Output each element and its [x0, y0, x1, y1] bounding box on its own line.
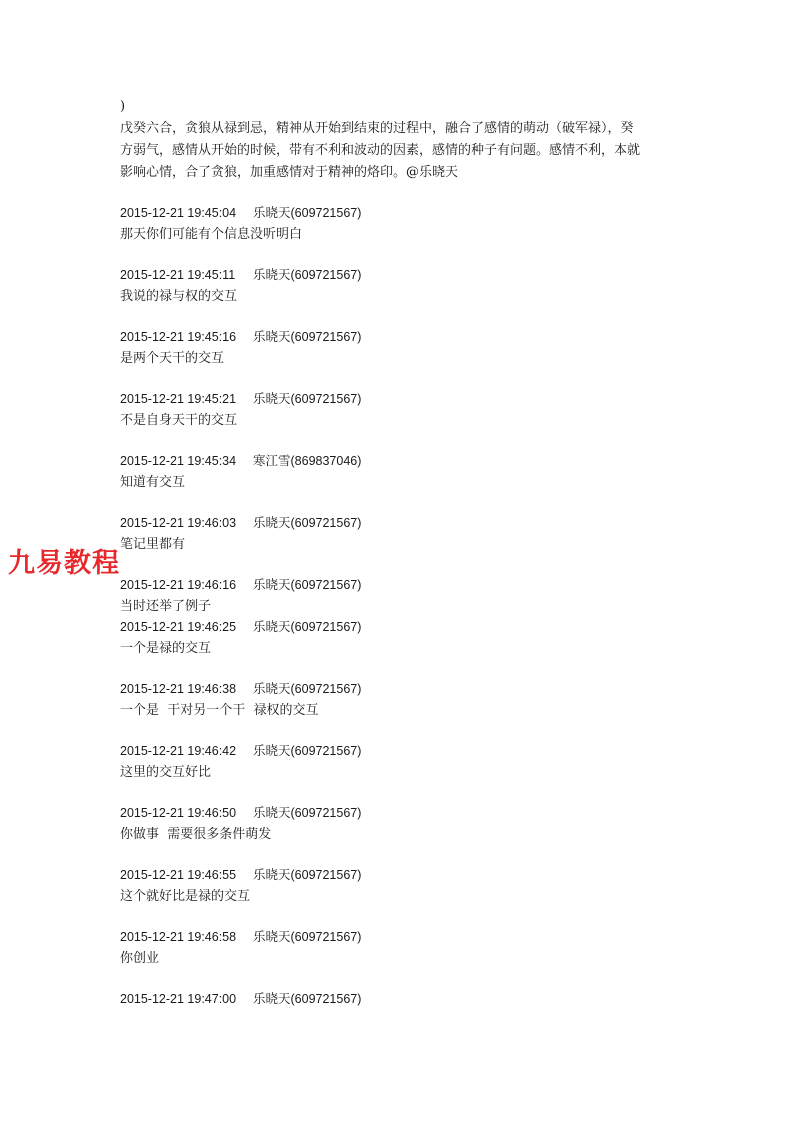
message-text: 是两个天干的交互: [120, 351, 225, 366]
intro-paragraph: [120, 96, 690, 184]
chat-message: [120, 513, 690, 555]
message-sender: 乐晓天(609721567): [253, 806, 362, 820]
message-text: 一个是禄的交互: [120, 641, 212, 656]
message-sender: 乐晓天(609721567): [253, 330, 362, 344]
chat-message: [120, 803, 690, 845]
chat-message: [120, 451, 690, 493]
intro-lead: ): [120, 99, 126, 114]
chat-message: [120, 989, 690, 1010]
message-meta: [120, 203, 690, 224]
message-meta: [120, 513, 690, 534]
message-meta: [120, 327, 690, 348]
message-time: 2015-12-21 19:46:25: [120, 620, 237, 634]
message-time: 2015-12-21 19:46:42: [120, 744, 237, 758]
message-meta: [120, 927, 690, 948]
message-sender: 乐晓天(609721567): [253, 268, 362, 282]
message-sender: 乐晓天(609721567): [253, 930, 362, 944]
message-meta: [120, 865, 690, 886]
message-time: 2015-12-21 19:45:21: [120, 392, 237, 406]
chat-message: [120, 927, 690, 969]
intro-line: 方弱气，感情从开始的时候，带有不利和波动的因素，感情的种子有问题。感情不利，本就: [120, 143, 641, 158]
chat-message: [120, 203, 690, 245]
intro-line: 戊癸六合，贪狼从禄到忌，精神从开始到结束的过程中，融合了感情的萌动（破军禄），癸: [120, 121, 634, 136]
message-text: 我说的禄与权的交互: [120, 289, 238, 304]
message-text: 当时还举了例子: [120, 599, 212, 614]
chat-message: [120, 679, 690, 721]
message-time: 2015-12-21 19:46:16: [120, 578, 237, 592]
message-meta: [120, 389, 690, 410]
message-text: 这个就好比是禄的交互: [120, 889, 251, 904]
message-meta: [120, 741, 690, 762]
message-text: 一个是 干对另一个干 禄权的交互: [120, 703, 319, 718]
chat-message: [120, 265, 690, 307]
message-sender: 乐晓天(609721567): [253, 392, 362, 406]
message-text: 那天你们可能有个信息没听明白: [120, 227, 303, 242]
message-text: 你做事 需要很多条件萌发: [120, 827, 272, 842]
message-sender: 乐晓天(609721567): [253, 206, 362, 220]
message-time: 2015-12-21 19:46:58: [120, 930, 237, 944]
message-text: 这里的交互好比: [120, 765, 212, 780]
message-sender: 乐晓天(609721567): [253, 516, 362, 530]
message-text: 你创业: [120, 951, 160, 966]
message-time: 2015-12-21 19:46:50: [120, 806, 237, 820]
message-time: 2015-12-21 19:46:03: [120, 516, 237, 530]
message-time: 2015-12-21 19:46:55: [120, 868, 237, 882]
message-sender: 乐晓天(609721567): [253, 868, 362, 882]
chat-log: [120, 203, 690, 1010]
message-meta: [120, 679, 690, 700]
message-sender: 乐晓天(609721567): [253, 992, 362, 1006]
message-meta: [120, 989, 690, 1010]
message-time: 2015-12-21 19:45:34: [120, 454, 237, 468]
watermark-logo: 九易教程: [8, 548, 120, 579]
message-text: 笔记里都有: [120, 537, 186, 552]
message-text: 知道有交互: [120, 475, 186, 490]
message-meta: [120, 451, 690, 472]
message-sender: 寒江雪(869837046): [253, 454, 362, 468]
message-text: 不是自身天干的交互: [120, 413, 238, 428]
message-meta: [120, 803, 690, 824]
message-time: 2015-12-21 19:45:04: [120, 206, 237, 220]
message-meta: [120, 617, 690, 638]
chat-message: [120, 389, 690, 431]
message-meta: [120, 575, 690, 596]
message-sender: 乐晓天(609721567): [253, 744, 362, 758]
message-sender: 乐晓天(609721567): [253, 578, 362, 592]
document-body: [120, 96, 690, 1010]
message-time: 2015-12-21 19:45:16: [120, 330, 237, 344]
message-sender: 乐晓天(609721567): [253, 682, 362, 696]
chat-message: [120, 327, 690, 369]
message-time: 2015-12-21 19:46:38: [120, 682, 237, 696]
chat-message: [120, 575, 690, 617]
message-time: 2015-12-21 19:47:00: [120, 992, 237, 1006]
message-time: 2015-12-21 19:45:11: [120, 268, 236, 282]
message-meta: [120, 265, 690, 286]
message-sender: 乐晓天(609721567): [253, 620, 362, 634]
intro-line: 影响心情，合了贪狼，加重感情对于精神的烙印。@乐晓天: [120, 165, 459, 180]
chat-message: [120, 865, 690, 907]
chat-message: [120, 617, 690, 659]
chat-message: [120, 741, 690, 783]
